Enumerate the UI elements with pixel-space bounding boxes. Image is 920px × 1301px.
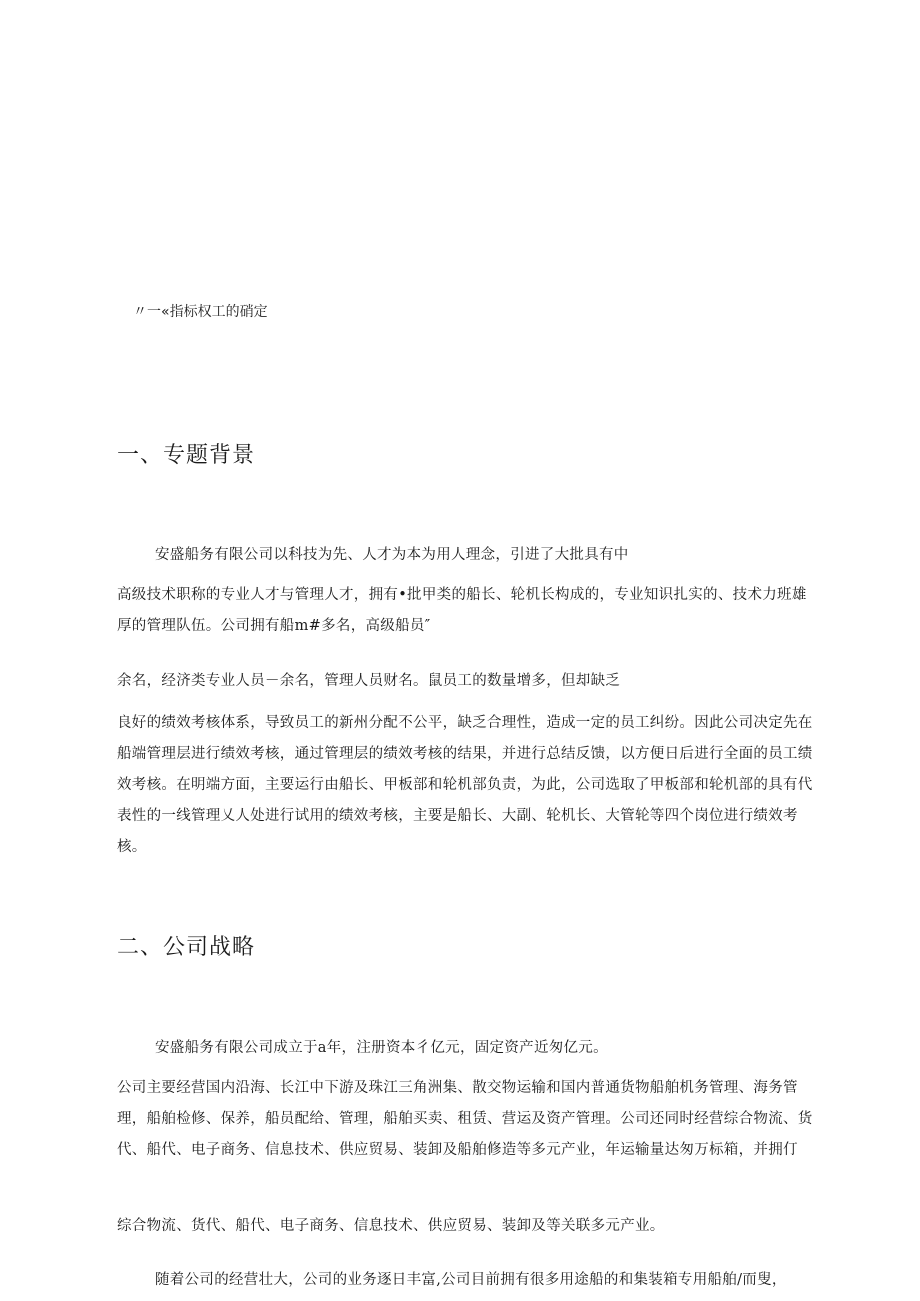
paragraph: 良好的绩效考核体系，导致员工的新州分配不公平，缺乏合理性，造成一定的员工纠纷。因此公司决定先在船端管理层进行绩效考核，通过管理层的绩效考核的结果，并进行总结反馈，以方便日后进行全面的员工绩效考核。在明端方面，主要运行由船长、甲板部和轮机部负责，为此，公司选取了甲板部和轮机部的具有代表性的一线管理乂人处进行试用的绩效考核，主要是船长、大副、轮机长、大管轮等四个岗位进行绩效考核。 (117, 715, 813, 855)
paragraph: 综合物流、货代、船代、电子商务、信息技术、供应贸易、装卸及等关联多元产业。 (117, 1218, 665, 1234)
paragraph: 公司主要经营国内沿海、长江中下游及珠江三角洲集、散交物运输和国内普通货物船舶机务管理、海务管理，船舶检修、保养，船员配给、管理，船舶买卖、租赁、营运及资产管理。公司还同时经营综合物流、货代、船代、电子商务、信息技术、供应贸易、装卸及船舶修造等多元产业，年运输量达匆万标箱，并拥仃 (117, 1080, 813, 1158)
paragraph: 余名，经济类专业人员－余名，管理人员财名。鼠员工的数量增多，但却缺乏 (117, 673, 621, 689)
section-heading-strategy: 二、公司战略 (117, 935, 256, 960)
paragraph: 安盛船务有限公司成立于a年，注册资本彳亿元，固定资产近匆亿元。 (155, 1040, 608, 1056)
section-heading-background: 一、专题背景 (117, 443, 256, 468)
document-title-line: 〃一«指标权工的硝定 (133, 304, 268, 320)
paragraph: 随着公司的经营壮大，公司的业务逐日丰富,公司目前拥有很多用途船的和集装箱专用船舶/而叟， (155, 1272, 787, 1288)
paragraph: 高级技术职称的专业人才与管理人才，拥有•批甲类的船长、轮机长构成的，专业知识扎实的、技术力班雄厚的管理队伍。公司拥有船m#多名，高级船员″ (117, 587, 807, 634)
paragraph: 安盛船务有限公司以科技为先、人才为本为用人理念，引进了大批具有中 (155, 547, 629, 563)
